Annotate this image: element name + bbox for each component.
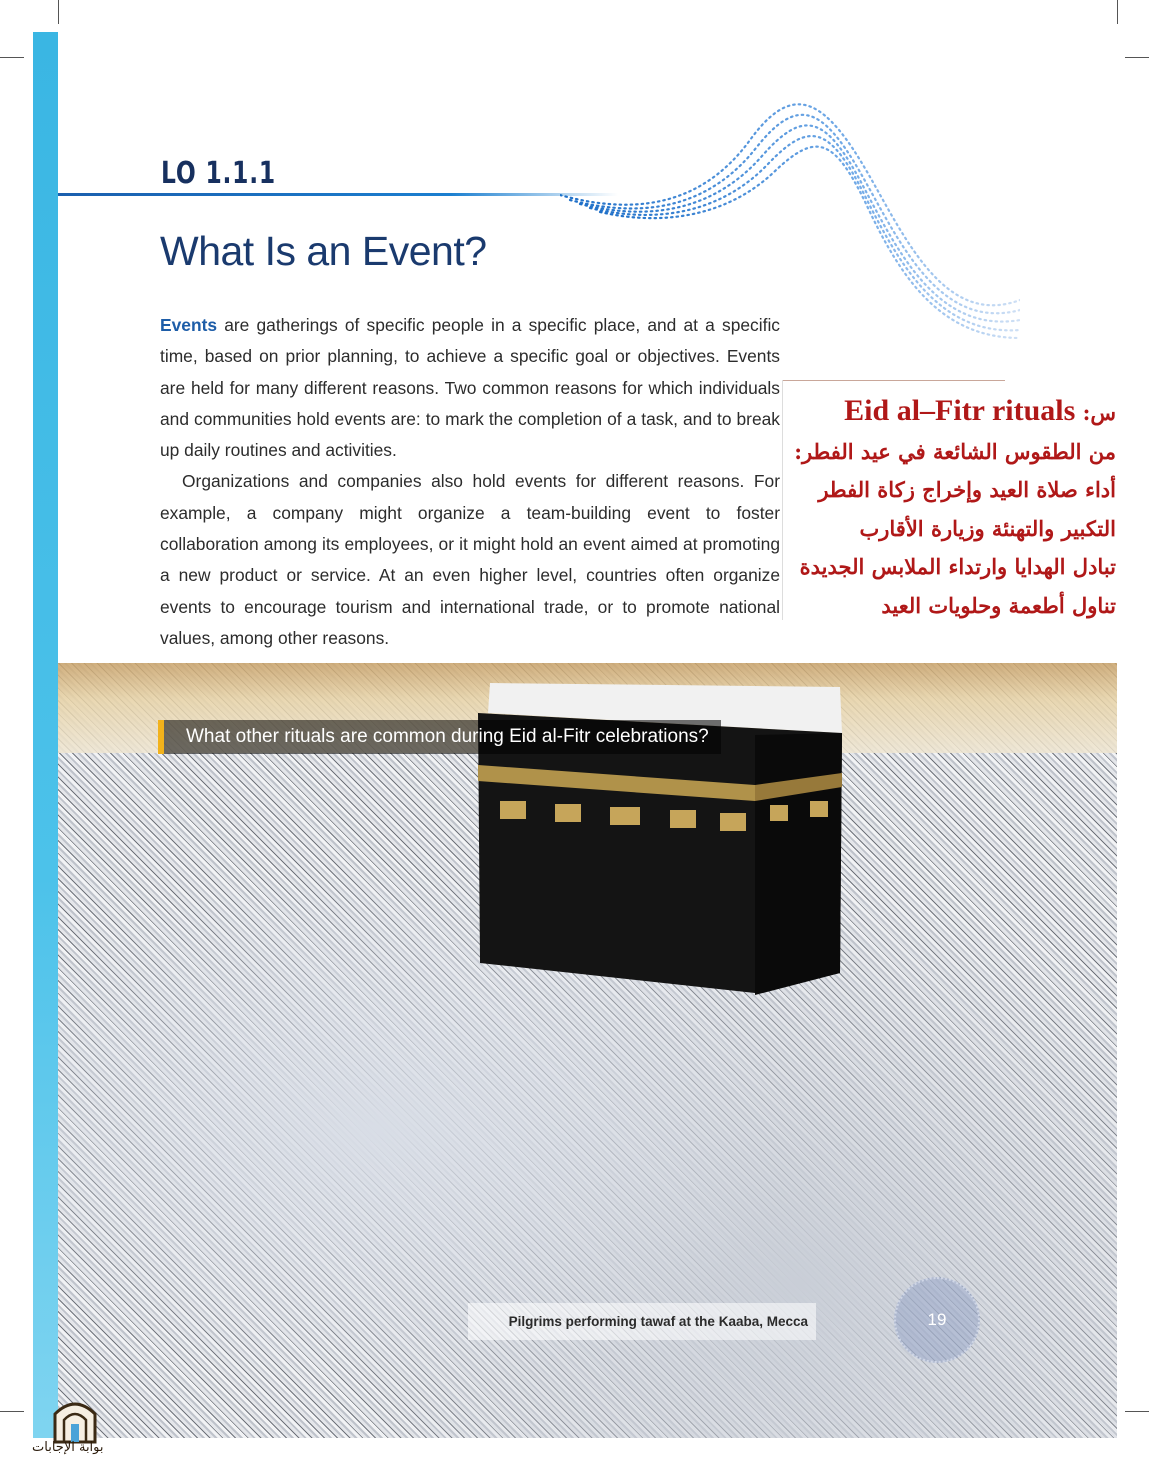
answer-heading [771,392,1116,433]
side-color-bar [33,32,58,1438]
dotted-wave-decoration [560,100,1020,340]
page-title: What Is an Event? [160,228,487,274]
answer-english-title: Eid al–Fitr rituals [844,394,1076,427]
heading-rule [58,193,618,196]
discussion-question: What other rituals are common during Eid al-Fitr celebrations? [158,720,721,754]
paragraph-2: Organizations and companies also hold events for different reasons. For example, a company might organize a team-building event to foster collaboration among its employees, or it might hold an event aimed at promoting a new product or service. At an even higher level, countries often organize events to encourage tourism and international trade, or to promote national values, among other reasons. [160,471,780,648]
body-text [160,310,780,654]
answer-prefix: س: [1082,400,1116,425]
page-number: 19 [894,1277,980,1363]
photo-caption: Pilgrims performing tawaf at the Kaaba, Mecca [468,1303,816,1340]
handwritten-answer [771,392,1116,625]
paragraph-1 [160,310,780,466]
answer-line: من الطقوس الشائعة في عيد الفطر: [794,438,1116,464]
crop-mark [1125,57,1149,58]
answer-line: تناول أطعمة وحلويات العيد [881,592,1116,618]
crop-mark [58,0,59,24]
crop-mark [1125,1411,1149,1412]
answer-divider [783,380,1005,381]
answer-line: أداء صلاة العيد وإخراج زكاة الفطر [818,477,1116,502]
crop-mark [0,1411,24,1412]
answer-line: تبادل الهدايا وارتداء الملابس الجديدة [799,554,1116,579]
watermark-text: بوابة الإجابات [32,1440,104,1455]
paragraph-1-text: are gatherings of specific people in a specific place, and at a specific time, based on prior planning, to achieve a specific goal or objectives. Events are held for many different reasons. Two common reasons for which individuals and communities hold events are: to mark the completion of a task, and to break up daily routines and activities. [160,315,780,461]
learning-objective-code: LO 1.1.1 [161,156,276,191]
crop-mark [0,57,24,58]
kaaba-photo [58,663,1117,1438]
keyword-events: Events [160,315,218,335]
answer-line: التكبير والتهنئة وزيارة الأقارب [859,515,1116,541]
crop-mark [1117,0,1118,24]
